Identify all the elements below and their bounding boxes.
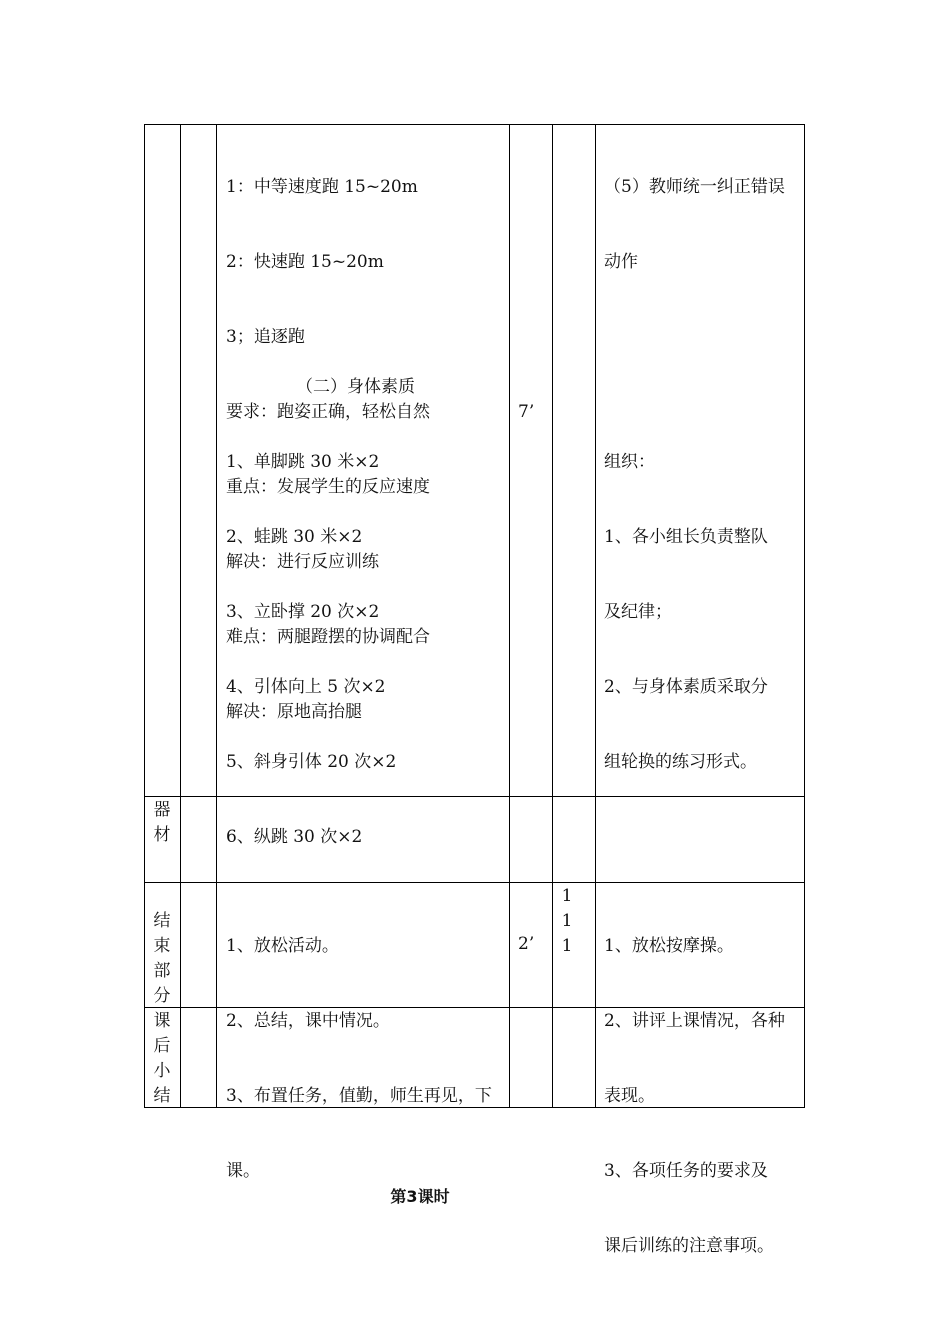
drill-line: 要求：跑姿正确，轻松自然	[226, 402, 430, 422]
teacher-correction-note	[604, 125, 785, 300]
note-line: 组轮换的练习形式。	[604, 752, 757, 772]
col-line	[509, 124, 510, 1108]
ending-line: 课。	[226, 1161, 260, 1181]
drill-line: 解决：进行反应训练	[226, 552, 379, 572]
ending-time: 2’	[518, 934, 535, 954]
note-line: 2、讲评上课情况，各种	[604, 1011, 785, 1031]
col-line	[144, 124, 145, 1108]
ending-line: 3、布置任务，值勤，师生再见，下	[226, 1086, 492, 1106]
ending-line: 2、总结，课中情况。	[226, 1011, 390, 1031]
drill-line: 重点：发展学生的反应速度	[226, 477, 430, 497]
label-char: 课	[153, 1011, 171, 1031]
organization-note	[604, 400, 768, 800]
note-line: 2、与身体素质采取分	[604, 677, 768, 697]
drill-line: 1：中等速度跑 15~20m	[226, 177, 418, 197]
label-char: 分	[153, 986, 171, 1006]
section-title: （二）身体素质	[296, 377, 415, 397]
row-line	[144, 882, 805, 883]
col-line	[180, 124, 181, 1108]
heading-number: 3	[406, 1187, 418, 1206]
drill-line: 解决：原地高抬腿	[226, 702, 362, 722]
quality-item: 2、蛙跳 30 米×2	[226, 527, 363, 547]
quality-item: 4、引体向上 5 次×2	[226, 677, 386, 697]
col-line	[595, 124, 596, 1108]
drill-line: 难点：两腿蹬摆的协调配合	[226, 627, 430, 647]
label-char: 小	[153, 1061, 171, 1081]
note-line: 课后训练的注意事项。	[604, 1236, 774, 1256]
note-line: 1、各小组长负责整队	[604, 527, 768, 547]
col-line	[552, 124, 553, 1108]
ending-label	[152, 909, 172, 1009]
ending-notes	[604, 884, 785, 1284]
drill-line: 3；追逐跑	[226, 327, 305, 347]
ending-counts	[557, 884, 577, 959]
main-time: 7’	[518, 402, 535, 422]
drill-line: 2：快速跑 15~20m	[226, 252, 384, 272]
label-char: 结	[153, 911, 171, 931]
physical-quality-list	[226, 400, 396, 875]
note-line: 3、各项任务的要求及	[604, 1161, 768, 1181]
note-line: 及纪律；	[604, 602, 672, 622]
ending-line: 1、放松活动。	[226, 936, 339, 956]
lesson-number-heading	[0, 1184, 840, 1207]
quality-item: 5、斜身引体 20 次×2	[226, 752, 397, 772]
col-line	[804, 124, 805, 1108]
heading-prefix: 第	[390, 1187, 407, 1206]
col-line	[216, 124, 217, 1108]
label-char: 材	[153, 825, 171, 845]
ending-content	[226, 884, 492, 1209]
label-char: 部	[153, 961, 171, 981]
count-value: 1	[561, 936, 573, 956]
quality-item: 1、单脚跳 30 米×2	[226, 452, 380, 472]
label-char: 器	[153, 800, 171, 820]
note-line: 动作	[604, 252, 638, 272]
count-value: 1	[561, 911, 573, 931]
summary-label	[152, 1009, 172, 1109]
quality-item: 3、立卧撑 20 次×2	[226, 602, 380, 622]
note-line: 组织：	[604, 452, 655, 472]
equipment-label	[152, 798, 172, 848]
note-line: 表现。	[604, 1086, 655, 1106]
quality-item: 6、纵跳 30 次×2	[226, 827, 363, 847]
label-char: 结	[153, 1086, 171, 1106]
note-line: 1、放松按摩操。	[604, 936, 734, 956]
heading-suffix: 课时	[417, 1187, 450, 1206]
note-line: （5）教师统一纠正错误	[604, 177, 785, 197]
label-char: 束	[153, 936, 171, 956]
label-char: 后	[153, 1036, 171, 1056]
count-value: 1	[561, 886, 573, 906]
